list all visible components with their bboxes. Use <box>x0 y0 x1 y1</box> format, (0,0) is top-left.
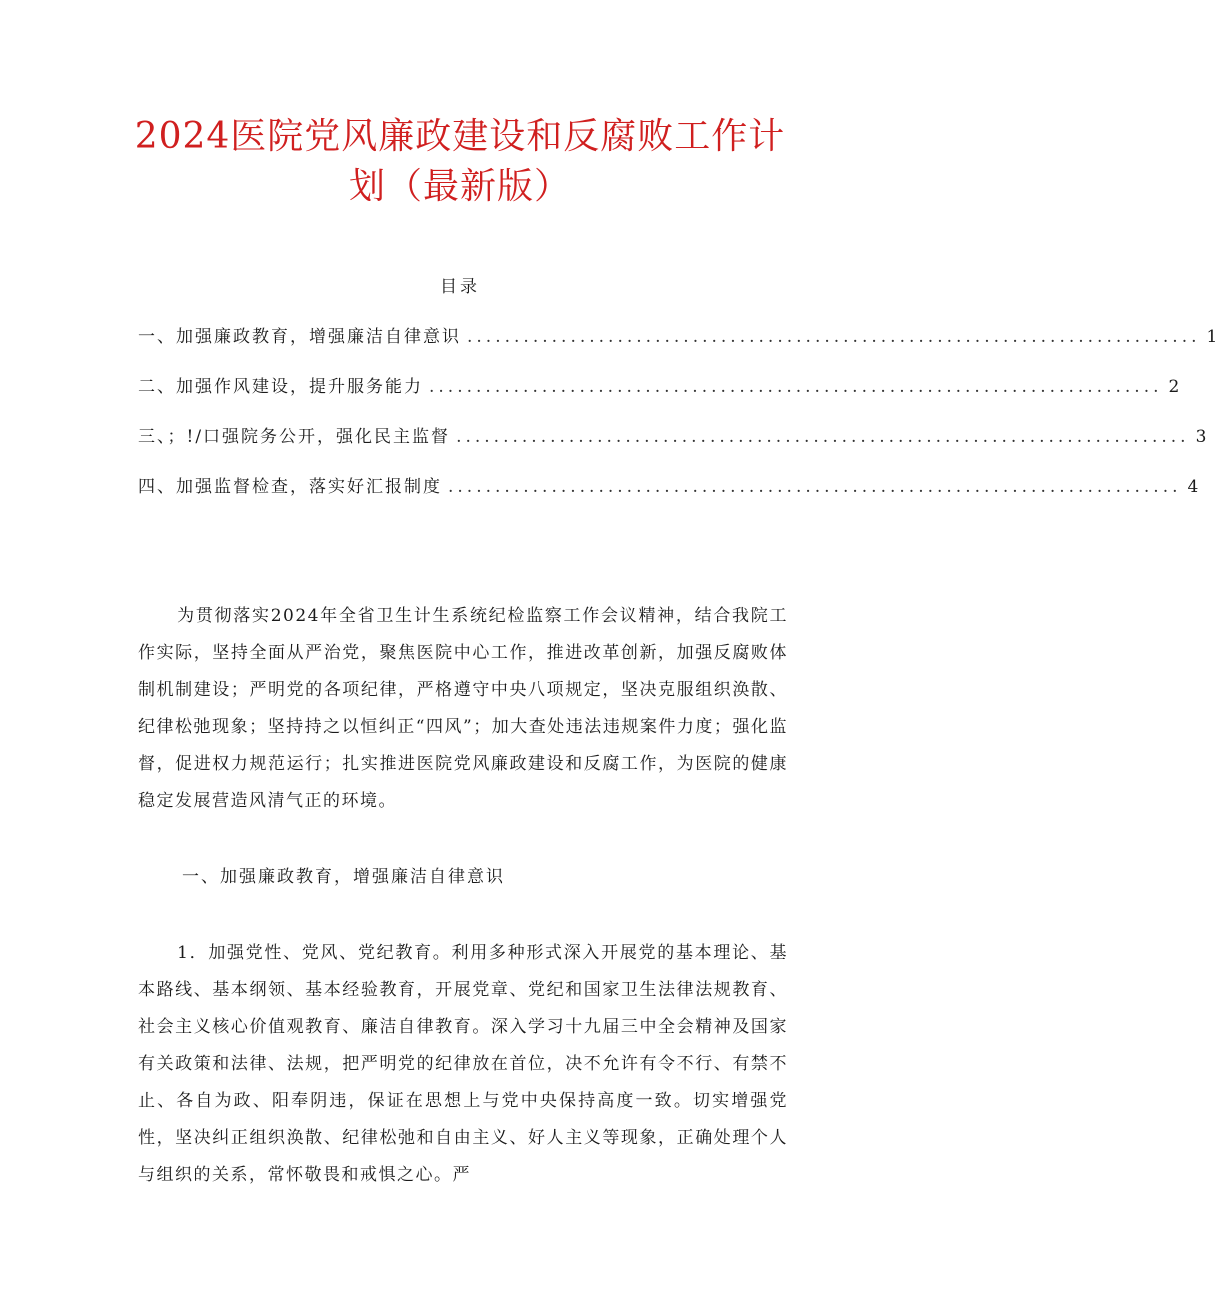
toc-entry-3[interactable] <box>138 422 1209 472</box>
toc-entry-4[interactable] <box>138 472 1201 522</box>
toc-page-number: 2 <box>1168 377 1182 397</box>
document-title-line-1: 2024医院党风廉政建设和反腐败工作计 <box>134 116 786 157</box>
toc-entry-1[interactable] <box>138 322 1219 372</box>
toc-leader-dots: .............................................................................. <box>456 427 1190 447</box>
toc-page-number: 3 <box>1195 427 1209 447</box>
toc-leader-dots: .............................................................................. <box>448 477 1182 497</box>
section-1-item-1-paragraph: 1．加强党性、党风、党纪教育。利用多种形式深入开展党的基本理论、基本路线、基本纲领、基本经验教育，开展党章、党纪和国家卫生法律法规教育、社会主义核心价值观教育、廉洁自律教育。深入学习十九届三中全会精神及国家有关政策和法律、法规，把严明党的纪律放在首位，决不允许有令不行、有禁不止、各自为政、阳奉阴违，保证在思想上与党中央保持高度一致。切实增强党性，坚决纠正组织涣散、纪律松弛和自由主义、好人主义等现象，正确处理个人与组织的关系，常怀敬畏和戒惧之心。严 <box>138 943 788 1185</box>
toc-heading: 目录 <box>440 277 480 297</box>
table-of-contents <box>138 322 1219 522</box>
toc-entry-label: 二、加强作风建设，提升服务能力 <box>138 377 423 397</box>
section-1-heading: 一、加强廉政教育，增强廉洁自律意识 <box>182 867 505 887</box>
document-title-line-2: 划（最新版） <box>348 166 571 207</box>
document-title <box>0 112 920 212</box>
toc-leader-dots: .............................................................................. <box>467 327 1201 347</box>
toc-entry-label: 一、加强廉政教育，增强廉洁自律意识 <box>138 327 461 347</box>
toc-entry-2[interactable] <box>138 372 1182 422</box>
toc-page-number: 1 <box>1206 327 1219 347</box>
toc-entry-label: 四、加强监督检查，落实好汇报制度 <box>138 477 442 497</box>
intro-paragraph: 为贯彻落实2024年全省卫生计生系统纪检监察工作会议精神，结合我院工作实际，坚持全面从严治党，聚焦医院中心工作，推进改革创新，加强反腐败体制机制建设；严明党的各项纪律，严格遵守中央八项规定，坚决克服组织涣散、纪律松弛现象；坚持持之以恒纠正“四风”；加大查处违法违规案件力度；强化监督，促进权力规范运行；扎实推进医院党风廉政建设和反腐工作，为医院的健康稳定发展营造风清气正的环境。 <box>138 606 788 811</box>
toc-leader-dots: .............................................................................. <box>429 377 1163 397</box>
toc-entry-label: 三、；!/口强院务公开，强化民主监督 <box>138 427 451 447</box>
toc-page-number: 4 <box>1187 477 1201 497</box>
